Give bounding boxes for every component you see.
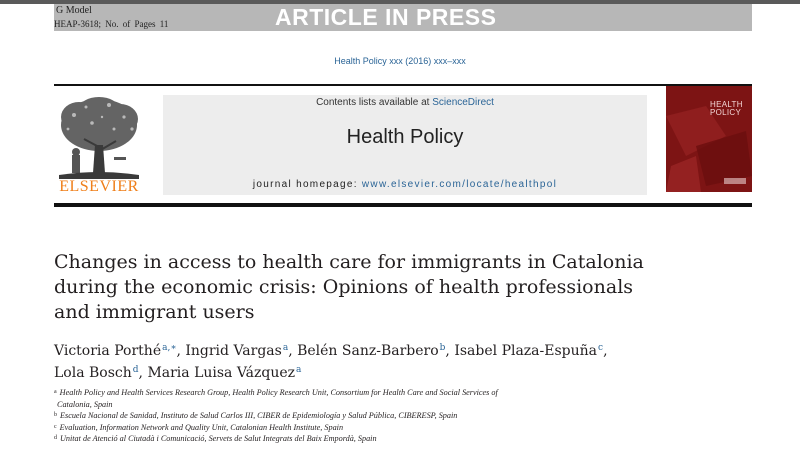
author-separator: , xyxy=(445,343,455,359)
affiliation-item xyxy=(54,410,654,422)
affiliation-item xyxy=(54,422,654,434)
author-affiliation-link[interactable]: b xyxy=(439,343,446,353)
affiliation-text: Escuela Nacional de Sanidad, Instituto de Salud Carlos III, CIBER de Epidemiología y Salud Pública, CIBERESP, Spain xyxy=(60,411,458,421)
cover-title xyxy=(710,101,743,117)
author-separator: , xyxy=(176,343,186,359)
homepage-prefix: journal homepage: xyxy=(252,179,362,190)
author-affiliation-link[interactable]: d xyxy=(132,365,139,375)
article-title xyxy=(54,250,694,325)
article-in-press-stamp: ARTICLE IN PRESS xyxy=(275,4,497,30)
journal-homepage-link[interactable]: www.elsevier.com/locate/healthpol xyxy=(361,179,558,190)
title-line: during the economic crisis: Opinions of health professionals xyxy=(54,276,634,298)
affiliation-item xyxy=(54,387,654,399)
author-separator: , xyxy=(138,365,148,381)
title-line: Changes in access to health care for immigrants in Catalonia xyxy=(54,251,644,273)
affiliation-list xyxy=(54,387,654,445)
affiliation-text: Health Policy and Health Services Research Group, Health Policy Research Unit, Consortium for Health Care and Social Services of xyxy=(59,388,498,397)
author-name: Belén Sanz-Barbero xyxy=(297,343,439,359)
author-name: Ingrid Vargas xyxy=(185,343,282,359)
affiliation-item xyxy=(54,433,654,445)
author-name: Victoria Porthé xyxy=(54,343,162,359)
author-affiliation-link[interactable]: a xyxy=(282,343,289,353)
elsevier-wordmark: ELSEVIER xyxy=(59,178,139,195)
author-separator: , xyxy=(603,343,608,359)
affiliation-marker: b xyxy=(54,412,57,419)
tree-icon xyxy=(54,95,144,179)
author-name: Maria Luisa Vázquez xyxy=(147,365,296,381)
header-rule-top xyxy=(54,84,752,86)
journal-title: Health Policy xyxy=(346,126,464,148)
affiliation-marker: a xyxy=(54,389,57,395)
article-code: HEAP-3618; xyxy=(54,19,101,29)
author-affiliation-link[interactable]: a xyxy=(296,365,302,375)
author-separator: , xyxy=(288,343,298,359)
cover-title-line1: HEALTH xyxy=(710,100,743,109)
journal-citation[interactable]: Health Policy xxx (2016) xxx–xxx xyxy=(334,56,466,66)
affiliation-text: Catalonia, Spain xyxy=(57,399,113,409)
affiliation-text: Unitat de Atenció al Ciutadà i Comunicació, Servets de Salut Integrats del Baix Empordà, Spain xyxy=(60,434,377,444)
affiliation-text: Evaluation, Information Network and Quality Unit, Catalonian Health Institute, Spain xyxy=(59,422,344,432)
journal-info-box xyxy=(163,95,647,195)
author-affiliation-link[interactable]: c xyxy=(598,343,604,353)
author-list xyxy=(54,339,674,383)
author-affiliation-link[interactable]: a,∗ xyxy=(162,343,177,353)
article-code-line xyxy=(54,19,168,29)
affiliation-marker: d xyxy=(54,435,57,442)
cover-title-line2: POLICY xyxy=(710,108,742,117)
model-label: G Model xyxy=(56,5,92,16)
affiliation-marker: c xyxy=(54,423,57,430)
title-line: and immigrant users xyxy=(54,301,255,323)
contents-available-line xyxy=(163,97,647,108)
author-name: Lola Bosch xyxy=(54,365,132,381)
affiliation-item xyxy=(54,399,654,411)
sciencedirect-link[interactable]: ScienceDirect xyxy=(432,97,494,108)
author-name: Isabel Plaza-Espuña xyxy=(454,343,598,359)
header-rule-bottom xyxy=(54,203,752,207)
journal-cover-thumbnail[interactable] xyxy=(666,86,752,192)
contents-prefix: Contents lists available at xyxy=(316,97,433,108)
journal-homepage-line xyxy=(163,179,647,190)
page-count: No. of Pages 11 xyxy=(105,19,169,29)
